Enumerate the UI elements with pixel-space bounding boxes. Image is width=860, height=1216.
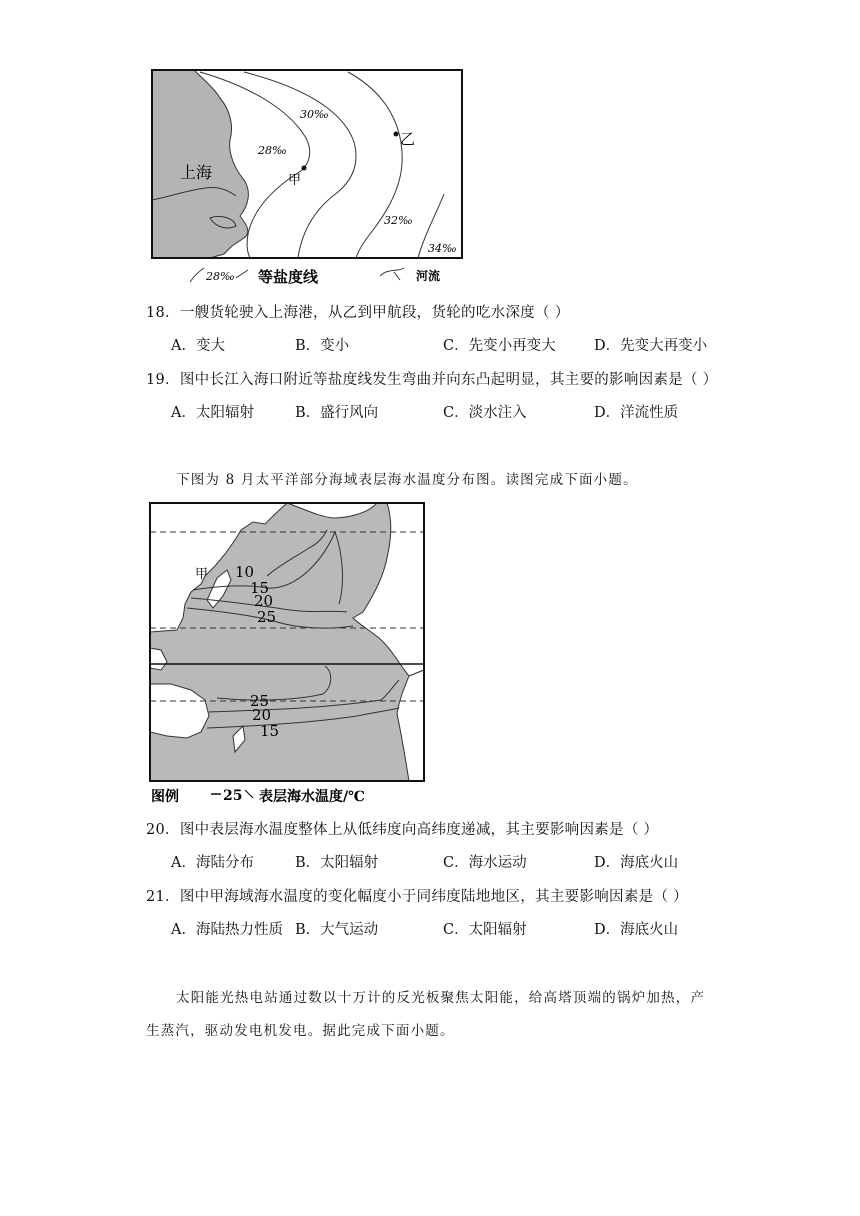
legend-label-2: 表层海水温度/℃ xyxy=(259,789,365,805)
label-34: 34‰ xyxy=(428,242,457,255)
q20-option-b[interactable]: B．太阳辐射 xyxy=(295,855,379,871)
intro-solar-line2: 生蒸汽，驱动发电机发电。据此完成下面小题。 xyxy=(146,1023,455,1039)
label-s20: 20 xyxy=(252,706,272,724)
pacific-sst-map xyxy=(147,500,427,806)
q20-option-c[interactable]: C．海水运动 xyxy=(443,855,527,871)
legend-isotherm-tail xyxy=(245,790,253,798)
legend-iso-label: 等盐度线 xyxy=(258,268,319,286)
q21-option-a[interactable]: A．海陆热力性质 xyxy=(171,922,283,938)
q21-option-b[interactable]: B．大气运动 xyxy=(295,922,379,938)
q19-option-a[interactable]: A．太阳辐射 xyxy=(171,405,254,421)
point-yi xyxy=(394,132,399,137)
label-s15: 15 xyxy=(260,722,280,740)
legend-river-mark xyxy=(380,268,404,280)
label-yi: 乙 xyxy=(400,130,416,148)
q18-option-a[interactable]: A．变大 xyxy=(171,338,225,354)
point-jia xyxy=(302,166,307,171)
label-s25: 25 xyxy=(250,692,270,710)
label-30: 30‰ xyxy=(300,108,329,121)
question-21-stem: 21．图中甲海域海水温度的变化幅度小于同纬度陆地地区，其主要影响因素是（ ） xyxy=(146,889,688,905)
intro-fig2: 下图为 8 月太平洋部分海域表层海水温度分布图。读图完成下面小题。 xyxy=(176,472,638,488)
legend-title-2: 图例 xyxy=(151,789,179,805)
legend-sample-2: 25 xyxy=(223,788,243,804)
intro-solar-line1: 太阳能光热电站通过数以十万计的反光板聚焦太阳能，给高塔顶端的锅炉加热，产 xyxy=(176,990,706,1006)
legend-isohaline-tail xyxy=(236,270,248,278)
isohaline-30 xyxy=(244,72,356,258)
label-n25: 25 xyxy=(257,608,277,626)
label-shanghai: 上海 xyxy=(180,163,213,182)
question-19-stem: 19．图中长江入海口附近等盐度线发生弯曲并向东凸起明显，其主要的影响因素是（ ） xyxy=(146,372,718,388)
q18-option-d[interactable]: D．先变大再变小 xyxy=(594,338,708,354)
label-32: 32‰ xyxy=(384,214,413,227)
q20-option-d[interactable]: D．海底火山 xyxy=(594,855,679,871)
label-jia-2: 甲 xyxy=(195,567,209,582)
label-jia: 甲 xyxy=(288,173,302,188)
q20-option-a[interactable]: A．海陆分布 xyxy=(171,855,254,871)
question-20-stem: 20．图中表层海水温度整体上从低纬度向高纬度递减，其主要影响因素是（ ） xyxy=(146,822,659,838)
q18-option-c[interactable]: C．先变小再变大 xyxy=(443,338,556,354)
question-18-stem: 18．一艘货轮驶入上海港，从乙到甲航段，货轮的吃水深度（ ） xyxy=(146,305,570,321)
label-28: 28‰ xyxy=(258,144,287,157)
legend-isohaline-mark xyxy=(190,268,204,282)
q21-option-c[interactable]: C．太阳辐射 xyxy=(443,922,527,938)
q19-option-c[interactable]: C．淡水注入 xyxy=(443,405,527,421)
label-n10: 10 xyxy=(235,563,255,581)
legend-river-label: 河流 xyxy=(416,269,441,283)
isohaline-map xyxy=(148,68,468,286)
label-n15: 15 xyxy=(250,579,270,597)
q19-option-d[interactable]: D．洋流性质 xyxy=(594,405,679,421)
q21-option-d[interactable]: D．海底火山 xyxy=(594,922,679,938)
legend-iso-sample: 28‰ xyxy=(206,270,235,283)
isohaline-32 xyxy=(348,72,402,258)
q18-option-b[interactable]: B．变小 xyxy=(295,338,350,354)
label-n20: 20 xyxy=(254,592,274,610)
q19-option-b[interactable]: B．盛行风向 xyxy=(295,405,379,421)
